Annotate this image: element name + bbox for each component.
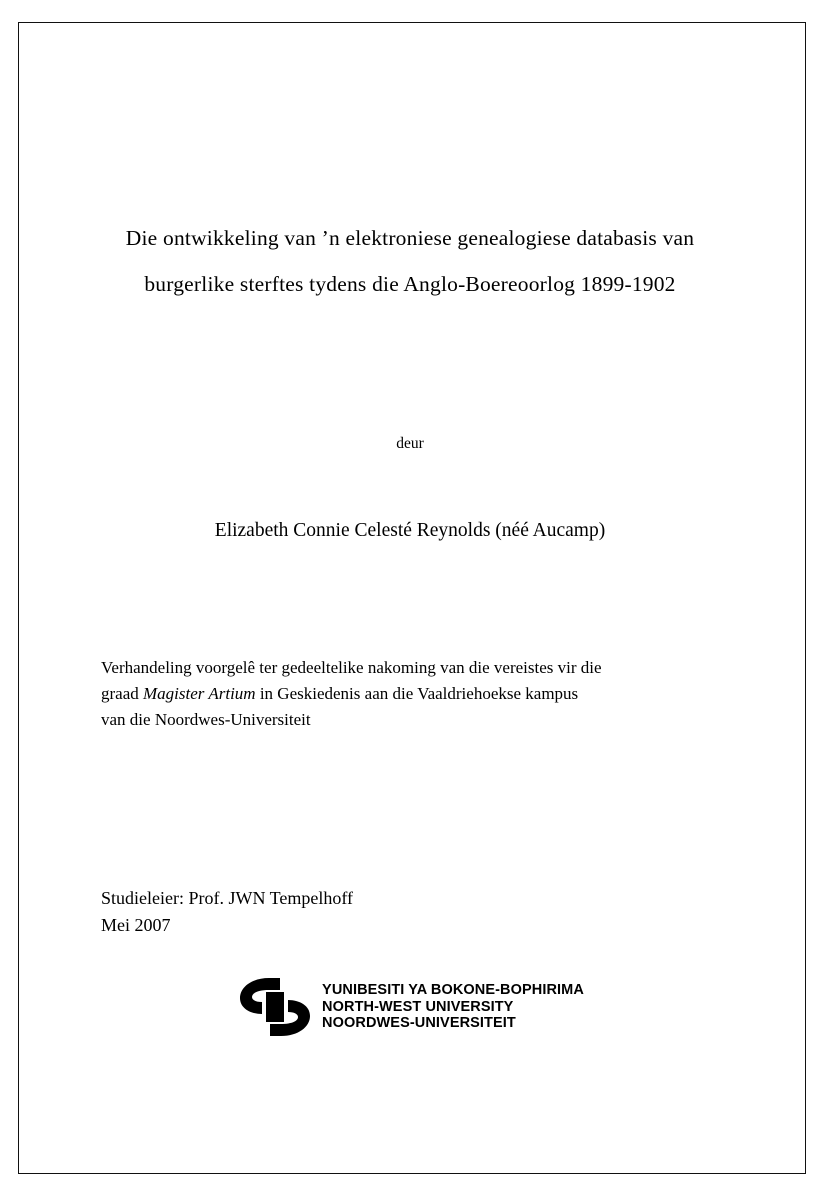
- supervisor-line: Studieleier: Prof. JWN Tempelhoff: [101, 888, 354, 908]
- title-line-2: burgerlike sterftes tydens die Anglo-Boereoorlog 1899-1902: [144, 272, 676, 296]
- statement-line-2-post: in Geskiedenis aan die Vaaldriehoekse kampus: [255, 684, 579, 703]
- statement-line-3: van die Noordwes-Universiteit: [101, 710, 311, 729]
- statement-line-1: Verhandeling voorgelê ter gedeeltelike nakoming van die vereistes vir die: [101, 658, 602, 677]
- degree-statement: [101, 655, 719, 733]
- degree-name: Magister Artium: [143, 684, 256, 703]
- page-content: [95, 40, 725, 1120]
- logo-group: [236, 975, 584, 1039]
- supervisor-block: [101, 885, 719, 939]
- logo-line-2: NORTH-WEST UNIVERSITY: [322, 998, 514, 1015]
- date-line: Mei 2007: [101, 915, 171, 935]
- nwu-logo-icon: [236, 975, 314, 1039]
- statement-line-2-pre: graad: [101, 684, 144, 703]
- title-line-1: Die ontwikkeling van ’n elektroniese genealogiese databasis van: [125, 226, 695, 250]
- logo-text-block: [322, 982, 584, 1032]
- page-title: [95, 215, 725, 307]
- statement-line-2: [101, 681, 719, 707]
- university-logo: [95, 975, 725, 1039]
- logo-line-1: YUNIBESITI YA BOKONE-BOPHIRIMA: [322, 982, 584, 999]
- by-label: deur: [396, 435, 424, 452]
- logo-line-3: NOORDWES-UNIVERSITEIT: [322, 1015, 516, 1032]
- author-name: Elizabeth Connie Celesté Reynolds (néé Aucamp): [214, 520, 606, 541]
